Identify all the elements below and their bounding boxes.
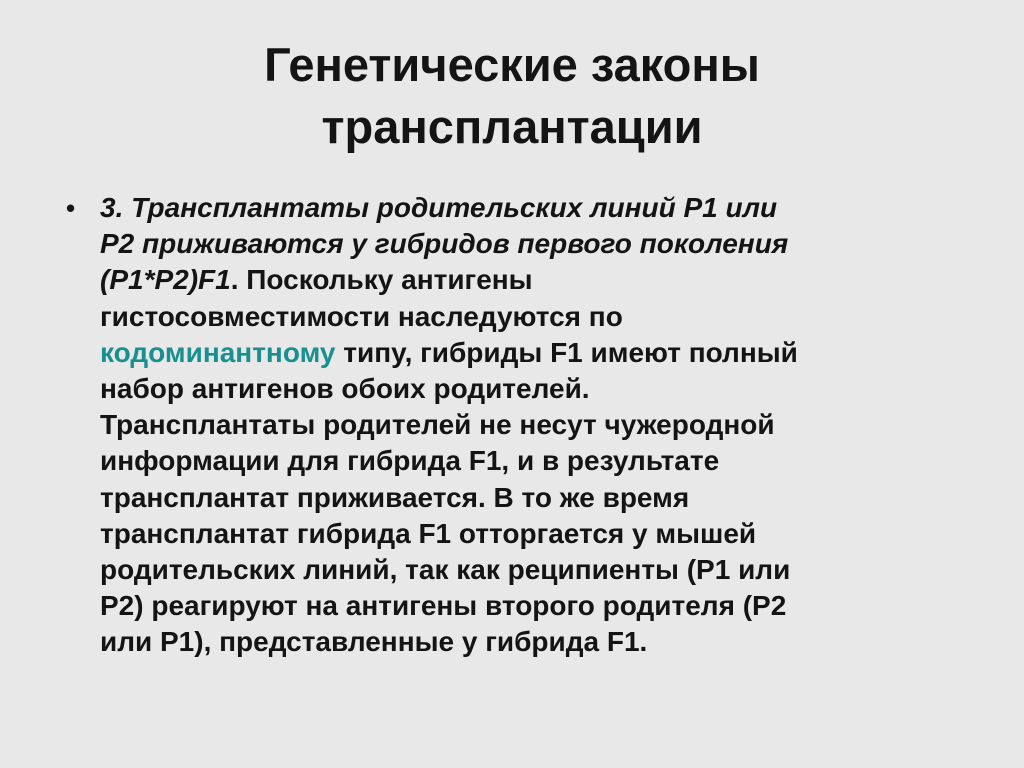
- paragraph-text: Р2 приживаются у гибридов первого поколения: [100, 228, 789, 260]
- paragraph-text: 3. Трансплантаты родительских линий Р1 или: [100, 192, 778, 223]
- paragraph-line-5: [100, 335, 960, 371]
- paragraph-line-9: [100, 480, 960, 516]
- paragraph-line-13: [100, 624, 960, 660]
- paragraph-line-8: [100, 443, 960, 479]
- paragraph-text: гистосовместимости наследуются по: [100, 300, 623, 332]
- paragraph-line-3: [100, 262, 960, 298]
- paragraph-text: или Р1), представленные у гибрида F1.: [100, 626, 648, 658]
- paragraph-text: трансплантат приживается. В то же время: [100, 481, 690, 513]
- paragraph-line-10: [100, 516, 960, 552]
- paragraph-line-12: [100, 588, 960, 624]
- paragraph-line-11: [100, 552, 960, 588]
- paragraph-line-1: [100, 190, 960, 226]
- paragraph-text: . Поскольку антигены: [230, 264, 533, 296]
- title-line-2: трансплантации: [321, 100, 703, 153]
- paragraph-text: информации для гибрида F1, и в результате: [100, 445, 720, 477]
- bullet-list: [60, 190, 960, 661]
- paragraph-line-4: [100, 299, 960, 335]
- paragraph-text: трансплантат гибрида F1 отторгается у мышей: [100, 517, 757, 549]
- title-line-1: Генетические законы: [264, 38, 760, 91]
- slide-title: [0, 34, 1024, 158]
- paragraph-text: Р2) реагируют на антигены второго родителя (Р2: [100, 590, 787, 622]
- paragraph-text: типу, гибриды F1 имеют полный: [335, 336, 798, 368]
- paragraph-text: Трансплантаты родителей не несут чужеродной: [100, 409, 775, 441]
- highlighted-term-link[interactable]: кодоминантному: [100, 336, 336, 368]
- bullet-marker-icon: •: [66, 193, 76, 223]
- paragraph-line-2: [100, 226, 960, 262]
- paragraph-text-italic: (Р1*Р2)F1: [100, 264, 231, 296]
- bullet-item: [60, 190, 960, 661]
- paragraph-line-7: [100, 407, 960, 443]
- paragraph-text: родительских линий, так как реципиенты (Р1 или: [100, 554, 791, 586]
- paragraph-line-6: [100, 371, 960, 407]
- paragraph-text: набор антигенов обоих родителей.: [100, 373, 590, 405]
